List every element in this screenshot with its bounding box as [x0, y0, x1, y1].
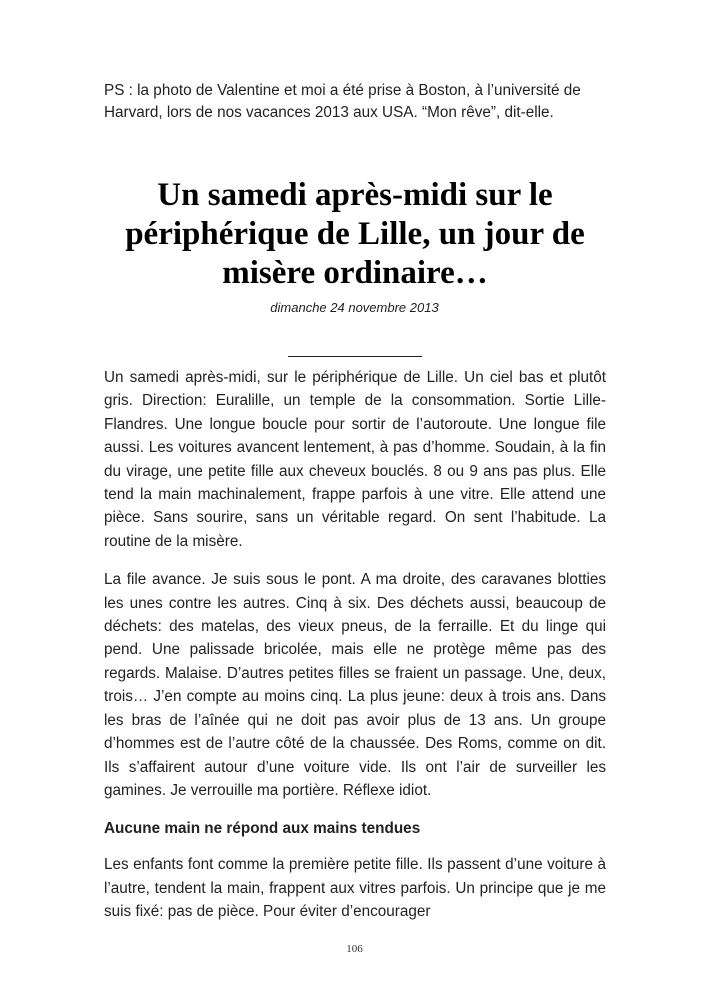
- title-separator: [288, 356, 422, 357]
- article-date: dimanche 24 novembre 2013: [270, 300, 439, 315]
- paragraph: Les enfants font comme la première petite fille. Ils passent d’une voiture à l’autre, tendent la main, frappent aux vitres parfois. Un principe que je me suis fixé: pas de pièce. Pour éviter d’encourager: [104, 856, 606, 921]
- paragraph: La file avance. Je suis sous le pont. A ma droite, des caravanes blotties les unes contre les autres. Cinq à six. Des déchets aussi, beaucoup de déchets: des matelas, des vieux pneus, de la ferraille. Et du linge qui pend. Une palissade bricolée, mais elle ne protège même pas des regards. Malaise. D’autres petites filles se fraient un passage. Une, deux, trois… J’en compte au moins cinq. La plus jeune: deux à trois ans. Dans les bras de l’aînée qui ne doit pas avoir plus de 13 ans. Un groupe d’hommes est de l’autre côté de la chaussée. Des Roms, comme on dit. Ils s’affairent autour d’une voiture vide. Ils ont l’air de surveiller les gamines. Je verrouille ma portière. Réflexe idiot.: [104, 571, 606, 799]
- paragraph: Un samedi après-midi, sur le périphérique de Lille. Un ciel bas et plutôt gris. Direction: Euralille, un temple de la consommation. Sortie Lille-Flandres. Une longue boucle pour sortir de l’autoroute. Une longue file aussi. Les voitures avancent lentement, à pas d’homme. Soudain, à la fin du virage, une petite fille aux cheveux bouclés. 8 ou 9 ans pas plus. Elle tend la main machinalement, frappe parfois à une vitre. Elle attend une pièce. Sans sourire, sans un véritable regard. On sent l’habitude. La routine de la misère.: [104, 369, 606, 550]
- section-subheading: Aucune main ne répond aux mains tendues: [104, 820, 421, 838]
- article-body: [104, 366, 606, 939]
- article-title: Un samedi après-midi sur le périphérique de Lille, un jour de misère ordinaire…: [125, 177, 585, 291]
- ps-note: PS : la photo de Valentine et moi a été prise à Boston, à l’université de Harvard, lors de nos vacances 2013 aux USA. “Mon rêve”, dit-elle.: [104, 82, 581, 121]
- page-number: 106: [346, 943, 363, 955]
